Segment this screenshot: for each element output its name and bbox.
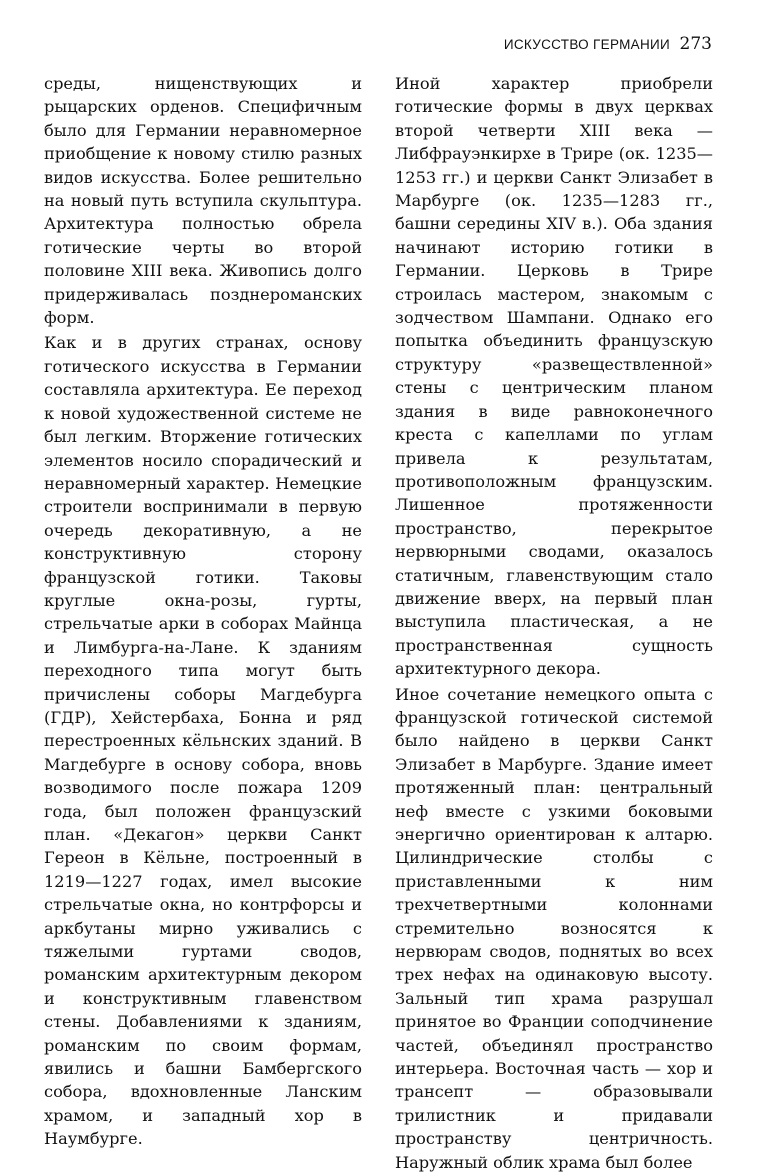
right-column [395,72,713,1174]
page-header [40,32,712,56]
paragraph: Иное сочетание немецкого опыта с французской готической системой было найдено в церкви Санкт Элизабет в Марбурге. Здание имеет протяженный план: центральный неф вместе с узкими боковыми энергично ориентирован к алтарю. Цилиндрические столбы с приставленными к ним трехчетвертными колоннами стремительно возносятся к нервюрам сводов, поднятых во всех трех нефах на одинаковую высоту. Зальный тип храма разрушал принятое во Франции соподчинение частей, объединял пространство интерьера. Восточная часть — хор и трансепт — образовывали трилистник и придавали пространству центричность. Наружный облик храма был более [395,684,713,1172]
paragraph: Иной характер приобрели готические формы в двух церквах второй четверти XIII века — Либфрауэнкирхе в Трире (ок. 1235—1253 гг.) и церкви Санкт Элизабет в Марбурге (ок. 1235—1283 гг., башни середины XIV в.). Оба здания начинают историю готики в Германии. Церковь в Трире строилась мастером, знакомым с зодчеством Шампани. Однако его попытка объединить французскую структуру «развеществленной» стены с центрическим планом здания в виде равноконечного креста с капеллами по углам привела к результатам, противоположным французским. Лишенное протяженности пространство, перекрытое нервюрными сводами, оказалось статичным, главенствующим стало движение вверх, на первый план выступила пластическая, а не пространственная сущность архитектурного декора. [395,74,713,679]
page-number: 273 [679,34,712,54]
paragraph: Как и в других странах, основу готического искусства в Германии составляла архитектура. Ее переход к новой художественной системе не был легким. Вторжение готических элементов носило спорадический и неравномерный характер. Немецкие строители воспринимали в первую очередь декоративную, а не конструктивную сторону французской готики. Таковы круглые окна-розы, гурты, стрельчатые арки в соборах Майнца и Лимбурга-на-Лане. К зданиям переходного типа могут быть причислены соборы Магдебурга (ГДР), Хейстербаха, Бонна и ряд перестроенных кёльнских зданий. В Магдебурге в основу собора, вновь возводимого после пожара 1209 года, был положен французский план. «Декагон» церкви Санкт Гереон в Кёльне, построенный в 1219—1227 годах, имел высокие стрельчатые окна, но контрфорсы и аркбутаны мирно уживались с тяжелыми гуртами сводов, романским архитектурным декором и конструктивным главенством стены. Добавлениями к зданиям, романским по своим формам, явились и башни Бамбергского собора, вдохновленные Ланским храмом, и западный хор в Наумбурге. [44,333,362,1149]
paragraph: среды, нищенствующих и рыцарских орденов. Специфичным было для Германии неравномерное приобщение к новому стилю разных видов искусства. Более решительно на новый путь вступила скульптура. Архитектура полностью обрела готические черты во второй половине XIII века. Живопись долго придерживалась позднероманских форм. [44,74,362,328]
left-column [44,72,362,1151]
running-title: ИСКУССТВО ГЕРМАНИИ [503,37,670,52]
